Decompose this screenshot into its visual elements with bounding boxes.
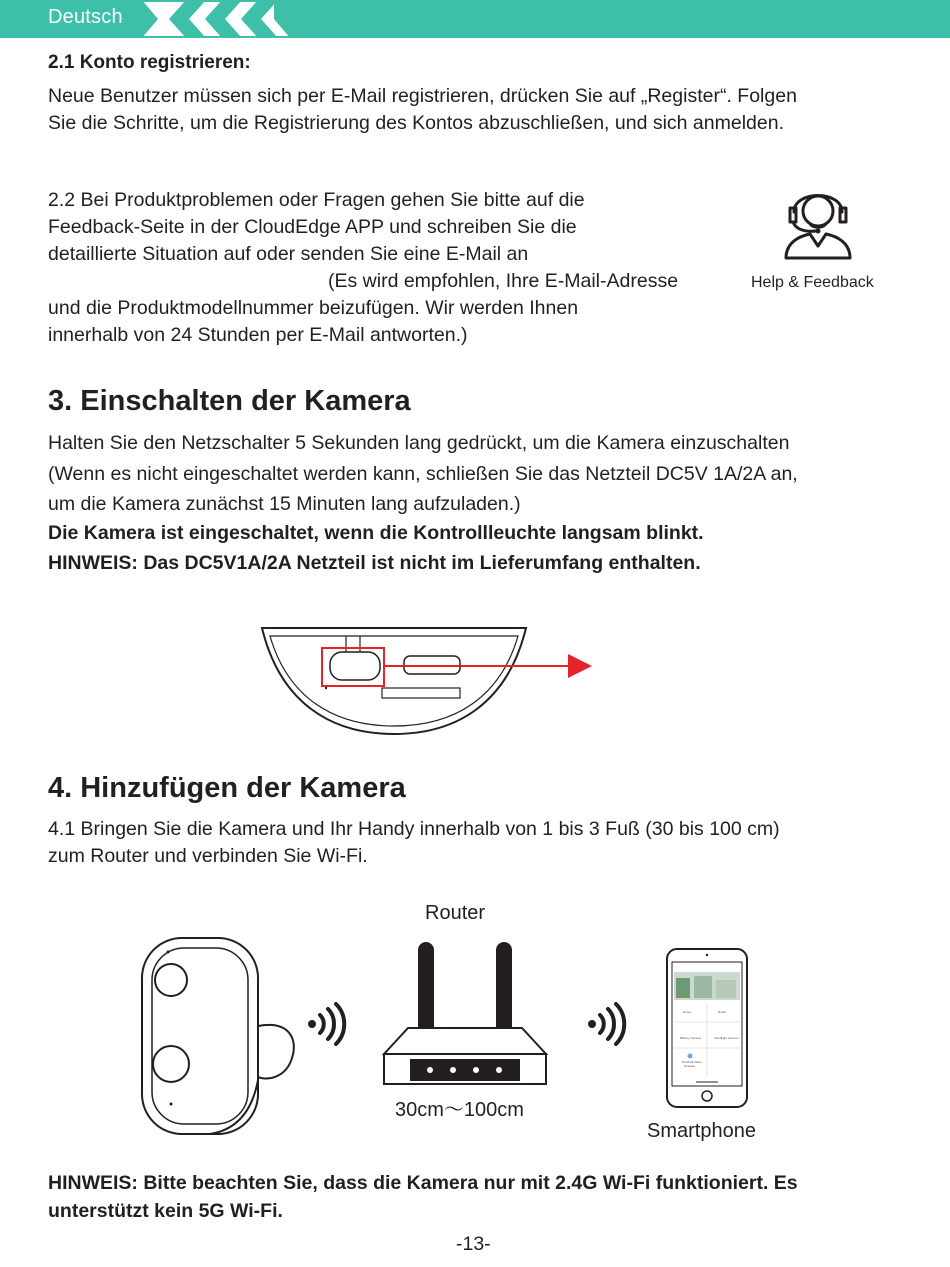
phone-item-network: Network [684, 1064, 696, 1068]
phone-item-home: Home [683, 1010, 692, 1014]
smartphone-illustration [666, 948, 748, 1108]
arrow-right-icon [568, 654, 592, 678]
language-label: Deutsch [48, 6, 123, 28]
section-3-line2: (Wenn es nicht eingeschaltet werden kann, schließen Sie das Netzteil DC5V 1A/2A an, [48, 463, 798, 485]
section-4-line2: zum Router und verbinden Sie Wi-Fi. [48, 845, 368, 867]
header-bar [0, 0, 950, 38]
section-2-2-line6: innerhalb von 24 Stunden per E-Mail antworten.) [48, 324, 468, 346]
section-2-2-line5: und die Produktmodellnummer beizufügen. Wir werden Ihnen [48, 297, 579, 319]
distance-label: 30cm～100cm [395, 1099, 524, 1121]
smartphone-label: Smartphone [647, 1120, 756, 1142]
phone-item-doorbell: Doorbell Video [682, 1060, 702, 1064]
section-2-1-heading: 2.1 Konto registrieren: [48, 52, 251, 73]
router-label: Router [425, 902, 486, 924]
power-button [330, 652, 380, 680]
chevron-left-icon [169, 0, 206, 38]
wifi-note-line2: unterstützt kein 5G Wi-Fi. [48, 1200, 283, 1222]
section-3-line3: um die Kamera zunächst 15 Minuten lang aufzuladen.) [48, 493, 521, 515]
camera-illustration [140, 930, 300, 1136]
section-2-1-line2: Sie die Schritte, um die Registrierung des Kontos abzuschließen, und sich anmelden. [48, 112, 784, 134]
camera-bottom-illustration [258, 622, 598, 742]
router-illustration [382, 940, 548, 1086]
section-4-line1: 4.1 Bringen Sie die Kamera und Ihr Handy innerhalb von 1 bis 3 Fuß (30 bis 100 cm) [48, 818, 780, 840]
chevron-left-icon [241, 0, 278, 38]
section-3-bold2: HINWEIS: Das DC5V1A/2A Netzteil ist nicht im Lieferumfang enthalten. [48, 552, 701, 574]
wifi-signal-icon [306, 1002, 348, 1046]
phone-item-floodlight-camera: Floodlight Camera [714, 1036, 739, 1040]
section-3-bold1: Die Kamera ist eingeschaltet, wenn die Kontrollleuchte langsam blinkt. [48, 522, 704, 544]
section-3-title: 3. Einschalten der Kamera [48, 385, 411, 417]
headset-support-icon [778, 178, 858, 264]
wifi-signal-icon [586, 1002, 628, 1046]
section-2-2-line4: (Es wird empfohlen, Ihre E-Mail-Adresse [328, 270, 679, 292]
chevron-left-icon [205, 0, 242, 38]
section-3-line1: Halten Sie den Netzschalter 5 Sekunden lang gedrückt, um die Kamera einzuschalten [48, 432, 790, 454]
phone-item-battery-camera: Battery Camera [680, 1036, 702, 1040]
page-number: -13- [456, 1233, 491, 1255]
section-4-title: 4. Hinzufügen der Kamera [48, 772, 406, 804]
help-feedback-caption: Help & Feedback [751, 274, 874, 291]
section-2-1-line1: Neue Benutzer müssen sich per E-Mail registrieren, drücken Sie auf „Register“. Folgen [48, 85, 797, 107]
section-2-2-line1: 2.2 Bei Produktproblemen oder Fragen gehen Sie bitte auf die [48, 189, 585, 211]
section-2-2-line3: detaillierte Situation auf oder senden Sie eine E-Mail an [48, 243, 529, 265]
phone-item-doubt: Doubt [718, 1010, 727, 1014]
section-2-2-line2: Feedback-Seite in der CloudEdge APP und schreiben Sie die [48, 216, 577, 238]
wifi-note-line1: HINWEIS: Bitte beachten Sie, dass die Kamera nur mit 2.4G Wi-Fi funktioniert. Es [48, 1172, 798, 1194]
